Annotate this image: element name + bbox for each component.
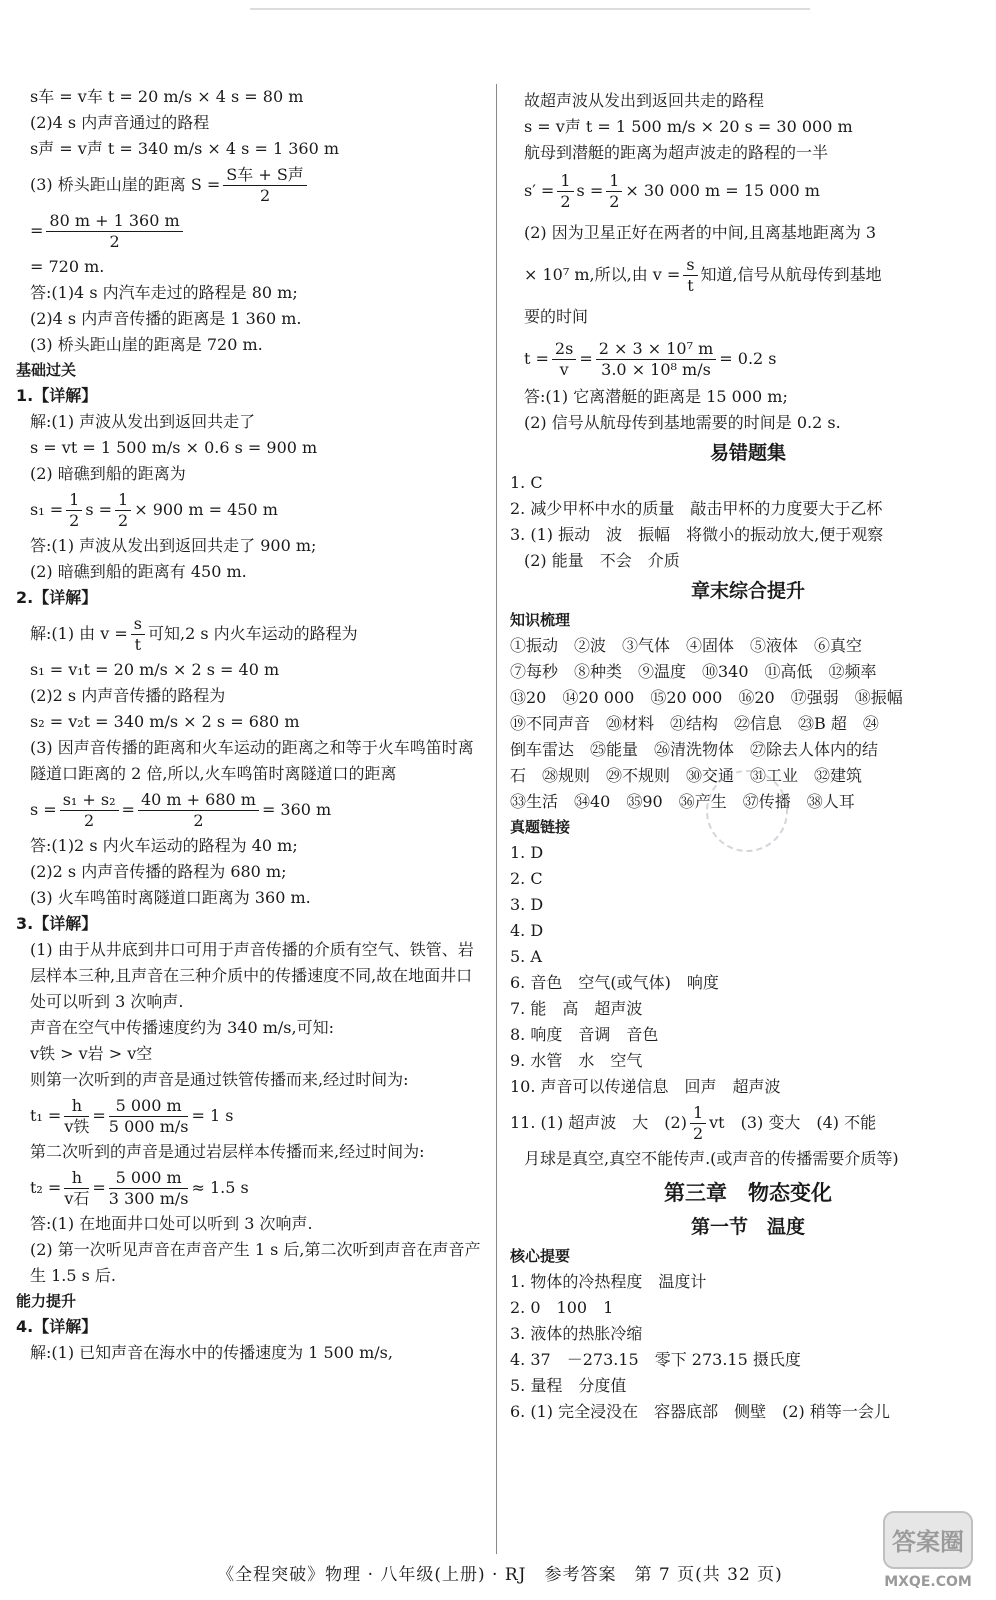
text-line: (2)4 s 内声音传播的距离是 1 360 m.: [30, 309, 302, 328]
fraction: [64, 1096, 89, 1137]
numerator: 2 × 3 × 10⁷ m: [596, 339, 717, 360]
formula-prefix: × 10⁷ m,所以,由 v =: [524, 265, 681, 284]
text-line: s声 = v声 t = 340 m/s × 4 s = 1 360 m: [30, 139, 340, 158]
fraction: [552, 339, 576, 380]
text-line: (2)2 s 内声音传播的路程为: [30, 686, 226, 705]
formula-line: [510, 1100, 972, 1146]
formula-suffix: = 360 m: [261, 800, 332, 819]
stamp-watermark: [706, 770, 788, 852]
formula-prefix: s′ =: [524, 181, 555, 200]
formula-prefix: 解:(1) 由 v =: [30, 624, 128, 643]
numerator: 5 000 m: [109, 1096, 189, 1117]
chapter-title: 第三章 物态变化: [664, 1181, 832, 1205]
formula-prefix: (3) 桥头距山崖的距离 S =: [30, 175, 221, 194]
formula-suffix: × 900 m = 450 m: [134, 500, 278, 519]
denominator: 2: [84, 810, 95, 830]
question-number: 2.【详解】: [16, 588, 98, 607]
formula-prefix: t =: [524, 349, 549, 368]
denominator: 2: [69, 510, 80, 530]
formula-suffix: vt (3) 变大 (4) 不能: [709, 1113, 877, 1132]
answer-line: 5. A: [510, 947, 542, 966]
answer-line: 7. 能 高 超声波: [510, 999, 643, 1018]
formula-line: [30, 487, 482, 533]
text-line: (2) 暗礁到船的距离为: [30, 464, 186, 483]
formula-line: [524, 250, 972, 300]
numerator: s₁ + s₂: [60, 790, 119, 811]
answer-line: 3. D: [510, 895, 544, 914]
denominator: 3.0 × 10⁸ m/s: [601, 359, 711, 379]
text-line: 要的时间: [524, 307, 589, 326]
denominator: 2: [609, 191, 620, 211]
text-line: 答:(1) 在地面井口处可以听到 3 次响声.: [30, 1214, 313, 1233]
fraction: [109, 1096, 189, 1137]
logo-url: MXQE.COM: [884, 1574, 972, 1590]
knowledge-line: 石 ㉘规则 ㉙不规则 ㉚交通 ㉛工业 ㉜建筑: [510, 766, 863, 785]
numerator: h: [64, 1096, 89, 1117]
numerator: S车 + S声: [223, 165, 307, 186]
formula-suffix: = 0.2 s: [719, 349, 777, 368]
section-title: 章末综合提升: [690, 580, 805, 602]
text-line: 解:(1) 声波从发出到返回共走了: [30, 412, 256, 431]
fraction: [115, 490, 131, 531]
fraction: [109, 1168, 189, 1209]
knowledge-line: ①振动 ②波 ③气体 ④固体 ⑤液体 ⑥真空: [510, 636, 863, 655]
formula-line: s = $\frac{\text{s₁ + s₂}}{2}$ = $\frac{40 m + 680 m}{2}$ = 360 m: [30, 789, 332, 830]
formula-line: = $\frac{80 m + 1 360 m}{2}$: [30, 208, 482, 254]
answer-line: 2. 0 100 1: [510, 1298, 614, 1317]
answer-line: 4. 37 －273.15 零下 273.15 摄氏度: [510, 1350, 801, 1369]
sub-heading: 核心提要: [510, 1247, 571, 1265]
formula-line: t₁ = $\frac{h}{\text{v铁}}$ = $\frac{5 000 m}{5 000 m/s}$ = 1 s: [30, 1095, 234, 1136]
text-line: s₁ = v₁t = 20 m/s × 2 s = 40 m: [30, 660, 280, 679]
denominator: 3 300 m/s: [108, 1188, 189, 1208]
paragraph: 则第一次听到的声音是通过铁管传播而来,经过时间为:: [30, 1070, 409, 1089]
numerator: s: [131, 614, 145, 635]
fraction: [223, 165, 307, 206]
text-line: (2)2 s 内声音传播的路程为 680 m;: [30, 862, 287, 881]
text-line: 解:(1) 已知声音在海水中的传播速度为 1 500 m/s,: [30, 1343, 393, 1362]
text-line: 答:(1) 声波从发出到返回共走了 900 m;: [30, 536, 317, 555]
answer-line: 2. 减少甲杯中水的质量 敲击甲杯的力度要大于乙杯: [510, 499, 883, 518]
fraction: [60, 790, 119, 831]
text-line: s = vt = 1 500 m/s × 0.6 s = 900 m: [30, 438, 318, 457]
column-divider: [496, 84, 497, 1554]
text-line: (2) 信号从航母传到基地需要的时间是 0.2 s.: [524, 413, 841, 432]
fraction: [606, 171, 622, 212]
numerator: 1: [690, 1103, 706, 1124]
text-line: 航母到潜艇的距离为超声波走的路程的一半: [524, 143, 829, 162]
formula-line: [30, 162, 482, 208]
section-heading: 能力提升: [16, 1292, 77, 1310]
numerator: 1: [66, 490, 82, 511]
numerator: 1: [606, 171, 622, 192]
knowledge-line: ⑲不同声音 ⑳材料 ㉑结构 ㉒信息 ㉓B 超 ㉔: [510, 714, 879, 733]
fraction: [138, 790, 259, 831]
denominator: 2: [109, 231, 120, 251]
formula-prefix: s₁ =: [30, 500, 64, 519]
paragraph: 第二次听到的声音是通过岩层样本传播而来,经过时间为:: [30, 1142, 425, 1161]
fraction: [131, 614, 145, 655]
knowledge-line: ⑬20 ⑭20 000 ⑮20 000 ⑯20 ⑰强弱 ⑱振幅: [510, 688, 903, 707]
formula-suffix: ≈ 1.5 s: [191, 1178, 249, 1197]
answer-line: 10. 声音可以传递信息 回声 超声波: [510, 1077, 781, 1096]
answer-line: 4. D: [510, 921, 544, 940]
formula-prefix: t₁ =: [30, 1106, 62, 1125]
paragraph: (3) 因声音传播的距离和火车运动的距离之和等于火车鸣笛时离隧道口距离的 2 倍,所以,火车鸣笛时离隧道口的距离: [30, 738, 474, 783]
denominator: 5 000 m/s: [108, 1116, 189, 1136]
numerator: 40 m + 680 m: [138, 790, 259, 811]
text-line: (2)4 s 内声音通过的路程: [30, 113, 210, 132]
text-line: s车 = v车 t = 20 m/s × 4 s = 80 m: [30, 87, 304, 106]
denominator: 2: [560, 191, 571, 211]
text-line: 答:(1)4 s 内汽车走过的路程是 80 m;: [30, 283, 298, 302]
formula-prefix: s =: [30, 800, 57, 819]
text-line: 声音在空气中传播速度约为 340 m/s,可知:: [30, 1018, 334, 1037]
site-logo: [880, 1500, 976, 1596]
numerator: 1: [557, 171, 573, 192]
text-line: (3) 火车鸣笛时离隧道口距离为 360 m.: [30, 888, 311, 907]
numerator: 5 000 m: [109, 1168, 189, 1189]
fraction: [46, 211, 182, 252]
denominator: v石: [64, 1188, 90, 1208]
text-line: 答:(1)2 s 内火车运动的路程为 40 m;: [30, 836, 298, 855]
fraction: [690, 1103, 706, 1144]
fraction: [64, 1168, 89, 1209]
section-title: 第一节 温度: [690, 1216, 805, 1238]
answer-line: 2. C: [510, 869, 543, 888]
formula-suffix: = 1 s: [191, 1106, 234, 1125]
formula-line: t₂ = $\frac{h}{\text{v石}}$ = $\frac{5 000 m}{3 300 m/s}$ ≈ 1.5 s: [30, 1167, 249, 1208]
numerator: 1: [115, 490, 131, 511]
fraction: [557, 171, 573, 212]
denominator: 2: [692, 1123, 704, 1143]
answer-line: 6. (1) 完全浸没在 容器底部 侧壁 (2) 稍等一会儿: [510, 1402, 890, 1421]
right-column: [510, 88, 972, 1425]
text-line: (2) 暗礁到船的距离有 450 m.: [30, 562, 247, 581]
knowledge-line: 倒车雷达 ㉕能量 ㉖清洗物体 ㉗除去人体内的结: [510, 740, 879, 759]
denominator: v: [559, 359, 569, 379]
sub-heading: 知识梳理: [510, 611, 571, 629]
knowledge-line: ㉝生活 ㉞40 ㉟90 ㊱产生 ㊲传播 ㊳人耳: [510, 792, 855, 811]
answer-line: 1. D: [510, 843, 544, 862]
question-number: 3.【详解】: [16, 914, 98, 933]
denominator: t: [687, 275, 694, 295]
answer-line: 1. C: [510, 473, 543, 492]
section-title: 易错题集: [709, 442, 786, 464]
denominator: v铁: [64, 1116, 90, 1136]
logo-text: 答案圈: [892, 1528, 964, 1556]
formula-line: [30, 611, 482, 657]
answer-line: 9. 水管 水 空气: [510, 1051, 643, 1070]
formula-suffix: 可知,2 s 内火车运动的路程为: [147, 624, 358, 643]
formula-suffix: 知道,信号从航母传到基地: [700, 265, 882, 284]
formula-suffix: × 30 000 m = 15 000 m: [625, 181, 820, 200]
formula-line: [524, 166, 972, 216]
page-footer: 《全程突破》物理 · 八年级(上册) · RJ 参考答案 第 7 页(共 32 页): [217, 1565, 783, 1585]
knowledge-line: ⑦每秒 ⑧种类 ⑨温度 ⑩340 ⑪高低 ⑫频率: [510, 662, 877, 681]
formula-mid: s =: [85, 500, 113, 519]
top-rule: [250, 8, 810, 10]
fraction: [596, 339, 717, 380]
denominator: 2: [259, 185, 271, 205]
text-line: s₂ = v₂t = 340 m/s × 2 s = 680 m: [30, 712, 300, 731]
answer-line: 3. 液体的热胀冷缩: [510, 1324, 643, 1343]
denominator: 2: [118, 510, 129, 530]
text-line: 故超声波从发出到返回共走的路程: [524, 91, 765, 110]
fraction: [683, 255, 697, 296]
paragraph: 月球是真空,真空不能传声.(或声音的传播需要介质等): [524, 1149, 899, 1168]
text-line: v铁 > v岩 > v空: [30, 1044, 153, 1063]
formula-mid: s =: [576, 181, 604, 200]
formula-prefix: t₂ =: [30, 1178, 62, 1197]
question-number: 4.【详解】: [16, 1317, 98, 1336]
answer-line: 3. (1) 振动 波 振幅 将微小的振动放大,便于观察: [510, 525, 884, 544]
numerator: 80 m + 1 360 m: [46, 211, 182, 232]
sub-heading: 真题链接: [510, 818, 571, 836]
answer-line: 1. 物体的冷热程度 温度计: [510, 1272, 707, 1291]
paragraph: (1) 由于从井底到井口可用于声音传播的介质有空气、铁管、岩层样本三种,且声音在三种介质中的传播速度不同,故在地面井口处可以听到 3 次响声.: [30, 940, 474, 1011]
formula-prefix: 11. (1) 超声波 大 (2): [510, 1113, 687, 1132]
answer-line: 8. 响度 音调 音色: [510, 1025, 659, 1044]
left-column: [16, 84, 482, 1366]
numerator: s: [683, 255, 697, 276]
text-line: 答:(1) 它离潜艇的距离是 15 000 m;: [524, 387, 788, 406]
answer-line: 6. 音色 空气(或气体) 响度: [510, 973, 719, 992]
answer-line: (2) 能量 不会 介质: [524, 551, 680, 570]
fraction: [66, 490, 82, 531]
text-line: = 720 m.: [30, 257, 105, 276]
formula-line: t = $\frac{2s}{v}$ = $\frac{\text{2 × 3 × 10⁷ m}}{\text{3.0 × 10⁸ m/s}}$ = 0.2 s: [524, 338, 777, 379]
text-line: s = v声 t = 1 500 m/s × 20 s = 30 000 m: [524, 117, 853, 136]
text-line: (3) 桥头距山崖的距离是 720 m.: [30, 335, 263, 354]
numerator: 2s: [552, 339, 576, 360]
numerator: h: [64, 1168, 89, 1189]
denominator: t: [134, 634, 142, 654]
denominator: 2: [193, 810, 204, 830]
question-number: 1.【详解】: [16, 386, 98, 405]
paragraph: (2) 第一次听见声音在声音产生 1 s 后,第二次听到声音在声音产生 1.5 s 后.: [30, 1240, 481, 1285]
section-heading: 基础过关: [16, 361, 77, 379]
text-line: (2) 因为卫星正好在两者的中间,且离基地距离为 3: [524, 223, 877, 242]
answer-line: 5. 量程 分度值: [510, 1376, 627, 1395]
